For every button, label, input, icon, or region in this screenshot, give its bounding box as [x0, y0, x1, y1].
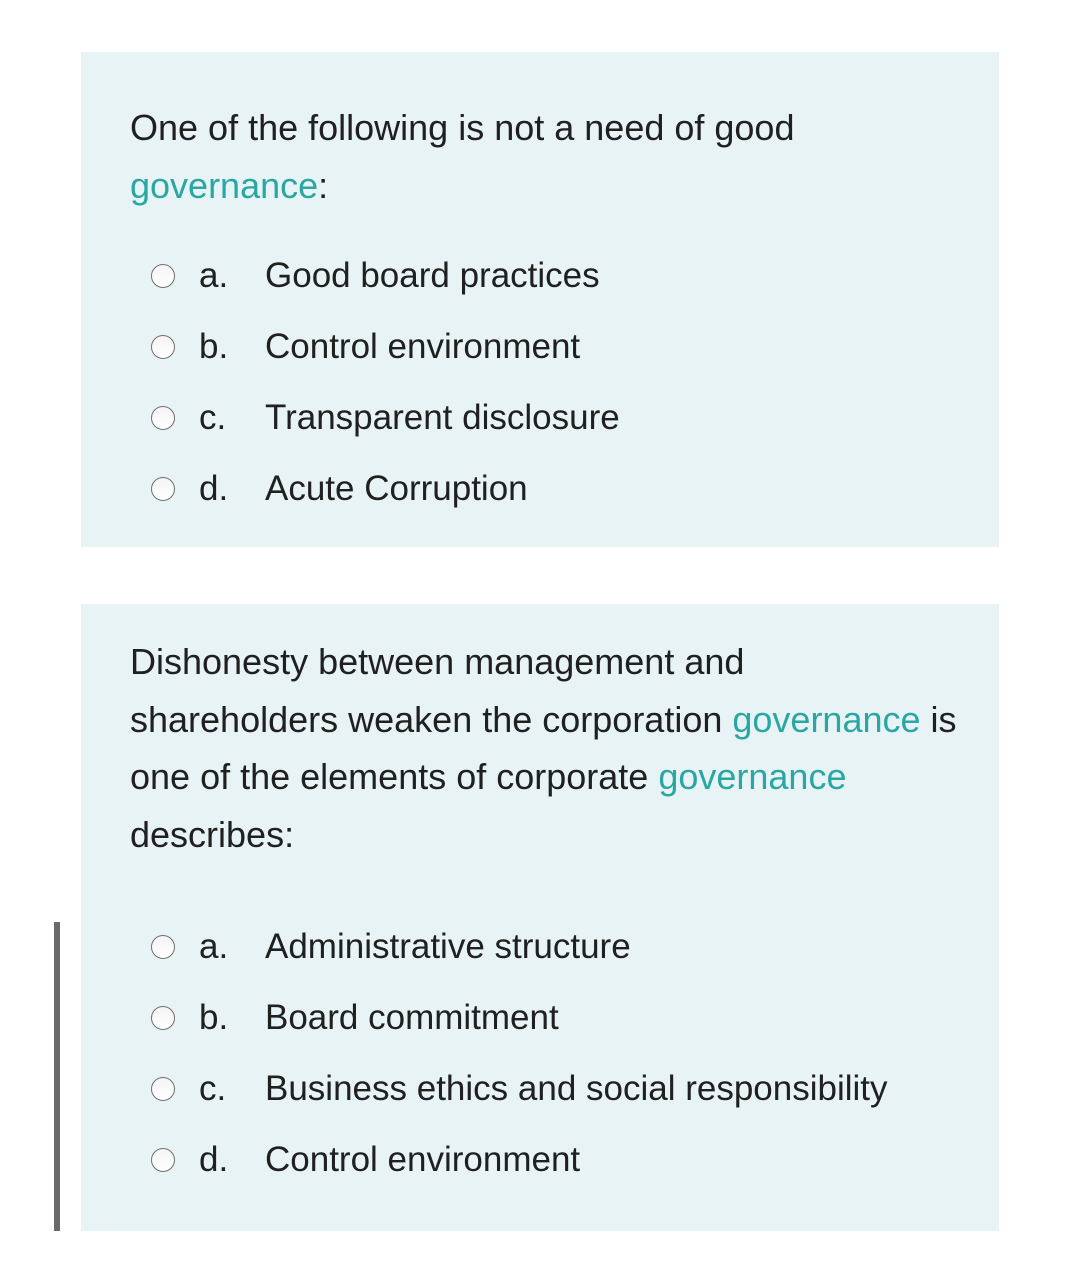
radio-button-icon[interactable]	[151, 264, 175, 288]
option-d[interactable]	[151, 1124, 979, 1195]
radio-button-icon[interactable]	[151, 1077, 175, 1101]
question-text	[130, 99, 959, 214]
option-label: Good board practices	[265, 255, 600, 295]
question-text-part: describes:	[130, 813, 295, 855]
radio-button-icon[interactable]	[151, 1006, 175, 1030]
question-card-2	[81, 604, 999, 1231]
option-a[interactable]	[151, 240, 979, 311]
option-c[interactable]	[151, 1053, 979, 1124]
option-b[interactable]	[151, 982, 979, 1053]
question-text-part: Dishonesty between management and shareholders weaken the corporation	[130, 641, 745, 740]
option-b[interactable]	[151, 311, 979, 382]
option-letter: c.	[199, 1068, 227, 1108]
option-label: Control environment	[265, 326, 581, 366]
question-text-part: One of the following is not a need of good	[130, 107, 795, 148]
option-letter: c.	[199, 397, 227, 437]
option-label: Business ethics and social responsibility	[265, 1068, 888, 1108]
question-card-1	[81, 52, 999, 547]
option-letter: a.	[199, 255, 229, 295]
highlighted-term[interactable]: governance	[130, 164, 319, 206]
radio-button-icon[interactable]	[151, 477, 175, 501]
option-d[interactable]	[151, 453, 979, 524]
highlighted-term[interactable]: governance	[658, 756, 847, 797]
option-letter: b.	[199, 997, 229, 1037]
option-c[interactable]	[151, 382, 979, 453]
radio-button-icon[interactable]	[151, 406, 175, 430]
option-label: Transparent disclosure	[265, 397, 620, 437]
option-letter: d.	[199, 468, 229, 508]
option-a[interactable]	[151, 911, 979, 982]
option-letter: b.	[199, 326, 229, 366]
option-label: Board commitment	[265, 997, 559, 1037]
answer-options	[151, 240, 979, 524]
option-label: Administrative structure	[265, 926, 631, 966]
highlighted-term[interactable]: governance	[732, 698, 921, 740]
radio-button-icon[interactable]	[151, 335, 175, 359]
radio-button-icon[interactable]	[151, 1148, 175, 1172]
answer-options	[151, 911, 979, 1195]
question-text	[130, 633, 959, 863]
question-text-part: :	[318, 164, 329, 206]
question-text-part: is one of the elements of corporate	[130, 698, 957, 797]
option-label: Acute Corruption	[265, 468, 528, 508]
radio-button-icon[interactable]	[151, 935, 175, 959]
left-edge-bar	[54, 922, 60, 1231]
option-label: Control environment	[265, 1139, 581, 1179]
option-letter: d.	[199, 1139, 229, 1179]
option-letter: a.	[199, 926, 229, 966]
